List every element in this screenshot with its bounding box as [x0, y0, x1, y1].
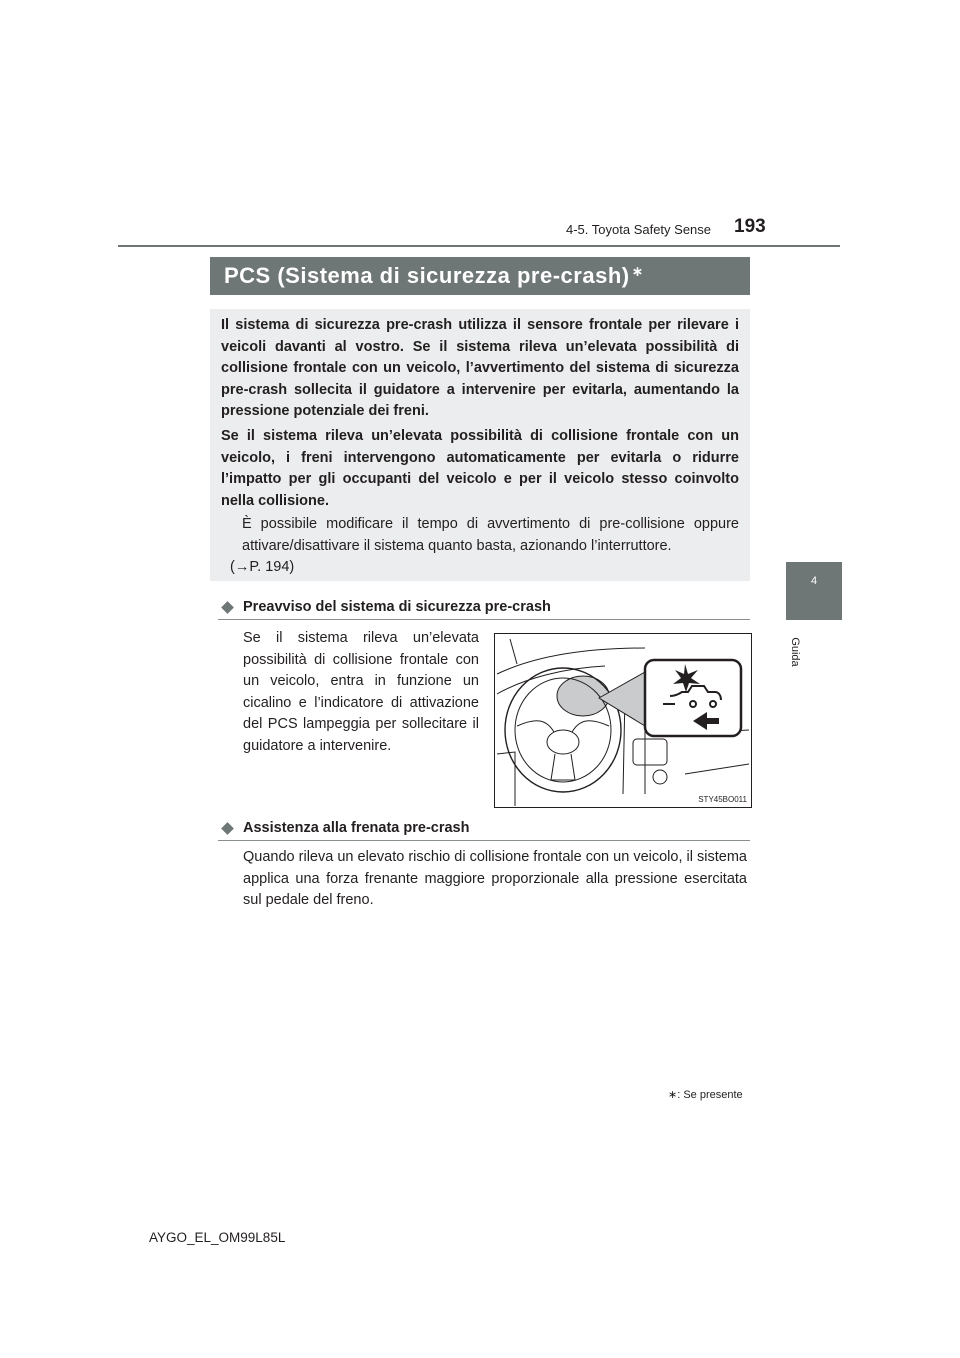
intro-note-reference: (→P. 194) — [230, 559, 295, 575]
page-title — [224, 263, 644, 289]
intro-note-text: È possibile modificare il tempo di avvertimento di pre-collisione oppure attivare/disattivare il sistema quanto basta, azionando l’interruttore. — [242, 516, 739, 554]
header-divider — [118, 245, 840, 247]
footnote-text: : Se presente — [677, 1089, 743, 1101]
chapter-number: 4 — [810, 575, 818, 587]
page-title-text: PCS (Sistema di sicurezza pre-crash) — [224, 263, 630, 288]
title-reference-mark: ∗ — [631, 263, 644, 279]
footer-code: AYGO_EL_OM99L85L — [149, 1230, 286, 1245]
section-header: 4-5. Toyota Safety Sense — [566, 222, 712, 237]
footnote-mark: ∗ — [668, 1089, 678, 1101]
intro-paragraph-1: Il sistema di sicurezza pre-crash utilizza il sensore frontale per rilevare i veicoli davanti al vostro. Se il sistema rileva un’elevata possibilità di collisione frontale con un veicolo, l’avvertimento del sistema di sicurezza pre-crash sollecita il guidatore a intervenire per evitarla, aumentando la pressione potenziale dei freni. — [221, 317, 739, 419]
section-1-text: Se il sistema rileva un’elevata possibilità di collisione frontale con un veicolo, entra in funzione un cicalino e l’indicatore di attivazione del PCS lampeggia per sollecitare il guidatore a intervenire. — [243, 630, 479, 754]
chapter-label-text: Guida — [789, 637, 801, 667]
diamond-bullet-icon — [221, 822, 234, 835]
section-2-text: Quando rileva un elevato rischio di collisione frontale con un veicolo, il sistema applica una forza frenante maggiore proporzionale alla pressione esercitata sul pedale del freno. — [243, 849, 747, 908]
chapter-tab — [786, 562, 842, 620]
section-2-divider — [218, 840, 750, 841]
dashboard-figure — [494, 633, 752, 808]
title-bar — [210, 257, 750, 295]
chapter-label — [787, 626, 803, 686]
dashboard-illustration — [495, 634, 751, 807]
intro-box — [210, 309, 750, 581]
section-2-heading: Assistenza alla frenata pre-crash — [243, 820, 470, 836]
section-1-heading: Preavviso del sistema di sicurezza pre-crash — [243, 599, 551, 615]
figure-code: STY45BO011 — [698, 795, 747, 804]
intro-paragraph-2: Se il sistema rileva un’elevata possibilità di collisione frontale con un veicolo, i freni intervengono automaticamente per evitarla o ridurre l’impatto per gli occupanti del veicolo e per il veicolo stesso coinvolto nella collisione. — [221, 428, 739, 509]
diamond-bullet-icon — [221, 601, 234, 614]
footnote — [668, 1088, 743, 1101]
intro-note — [230, 514, 739, 579]
section-1-divider — [218, 619, 750, 620]
page-number: 193 — [734, 216, 766, 237]
